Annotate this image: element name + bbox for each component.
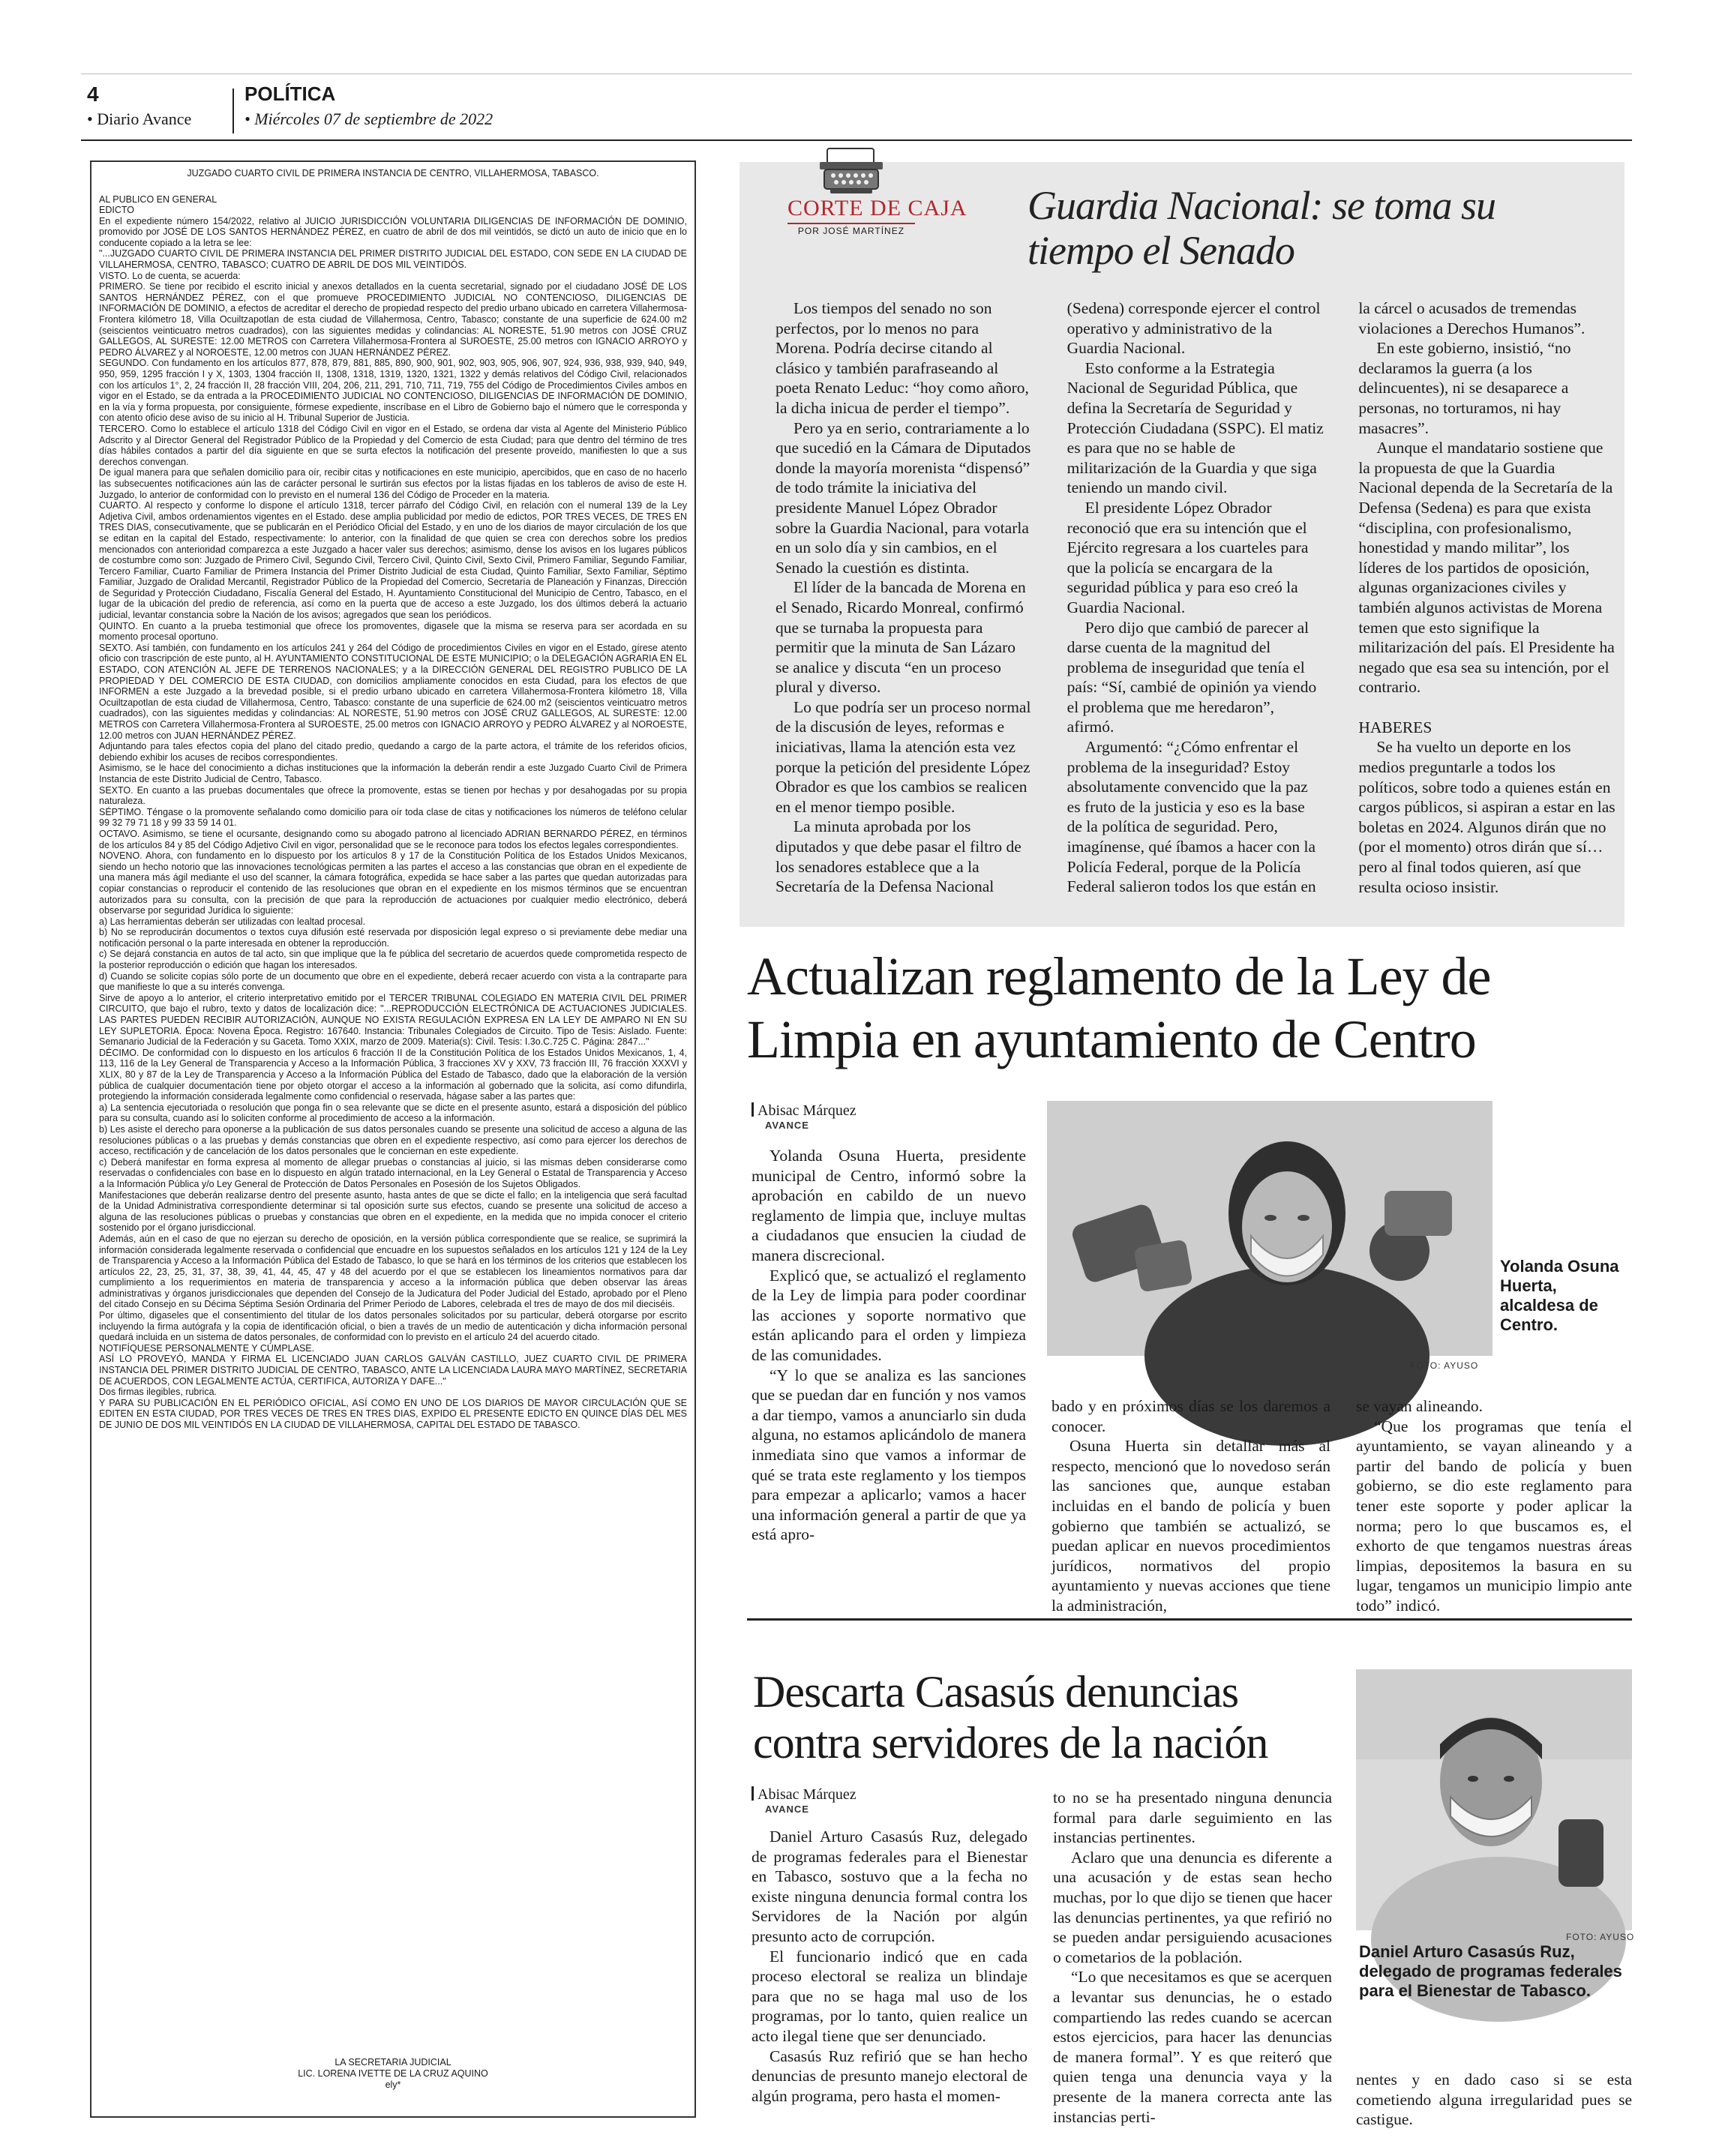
column-paragraph: Pero dijo que cambió de parecer al darse cuenta de la magnitud del problema de inseguridad que tenía el país: “Sí, cambié de opinión ya viendo el problema que me heredaron”, afirmó. (1066, 618, 1317, 736)
legal-paragraph: c) Se dejará constancia en autos de tal acto, sin que implique que la fe pública del secretario de acuerdos quede comprometida respecto de la posterior reproducción o edición que hagan los interesados. (99, 949, 687, 971)
legal-notice-signature (99, 2057, 687, 2091)
legal-paragraph: DÉCIMO. De conformidad con lo dispuesto en los artículos 6 fracción II de la Constitución Política de los Estados Unidos Mexicanos, 1, 4, 113, 116 de la Ley General de Transparencia y Acceso a la Información Pública, 3 fracciones XV y XXV, 73 fracción III, 76 fracción XXXVI y XLIX, 80 y 87 de la Ley de Transparencia y Acceso a la Información Pública del Estado de Tabasco, dado que la elaboración de la versión pública de cualquier documentación tiene por objeto otorgar el acceso a la información al gobernado que la solicita, así como difundirla, protegiendo la información considerada legalmente como confidencial o reservada, hágase saber a las partes que: (99, 1047, 687, 1102)
legal-paragraph: NOVENO. Ahora, con fundamento en lo dispuesto por los artículos 8 y 17 de la Constitución Política de los Estados Unidos Mexicanos, siendo un hecho notorio que las innovaciones tecnológicas permiten a las partes el acceso a las constancias que obran en el expediente de una manera más ágil mediante el uso del scanner, la cámara fotográfica, expedida se hace saber a las partes que quedan autorizadas para copiar constancias o reproducir el contenido de las resoluciones que obran en el expediente en los mismos términos que se encuentran autorizados para su consulta, con la precisión de que para la reproducción de actuaciones por cualquier medio electrónico, deberá observarse por seguridad Jurídica lo siguiente: (99, 850, 687, 916)
byline-bar (752, 1102, 754, 1117)
column-paragraph: Esto conforme a la Estrategia Nacional de Seguridad Pública, que defina la Secretaría de Seguridad y Protección Ciudadana (SSPC). El matiz es para que no se hable de militarización de la Guardia y que siga teniendo un mando civil. (1066, 358, 1324, 497)
legal-paragraph: NOTIFÍQUESE PERSONALMENTE Y CÚMPLASE. (99, 1342, 315, 1354)
article-paragraph: Aclaro que una denuncia es diferente a una acusación y de estas sean hecho muchas, por lo que dijo se tienen que hacer las denuncias pertinentes, ya que refirió no se pueden andar persiguiendo acusaciones o cometarios de la población. (1053, 1848, 1332, 1966)
legal-paragraph: PRIMERO. Se tiene por recibido el escrito inicial y anexos detallados en la cuenta secretarial, signado por el ciudadano JOSÉ DE LOS SANTOS HERNÁNDEZ PÉREZ, con el que promueve PROCEDIMIENTO JUDICIAL NO CONTENCIOSO, DILIGENCIAS DE INFORMACIÓN DE DOMINIO, a efectos de acreditar el derecho de propiedad respecto del predio urbano ubicado en carretera Villahermosa-Frontera kilómetro 18, Villa Ocuiltzapotlan de esta ciudad de Villahermosa, Centro, Tabasco; constante de una superficie de 624.00 m2 (seiscientos veinticuatro metros cuadrados), con las siguientes medidas y colindancias: AL NORESTE, 51.90 metros con JOSÉ CRUZ GALLEGOS, AL SURESTE: 12.00 METROS con Carretera Villahermosa-Frontera al SUROESTE, 25.00 metros con IGNACIO ARROYO y PEDRO ÁLVAREZ y al NOROESTE, 12.00 metros con JUAN HERNÁNDEZ PÉREZ. (99, 281, 687, 358)
legal-paragraph: VISTO. Lo de cuenta, se acuerda: (99, 270, 241, 281)
legal-paragraph: Y PARA SU PUBLICACIÓN EN EL PERIÓDICO OFICIAL, ASÍ COMO EN UNO DE LOS DIARIOS DE MAYOR CIRCULACIÓN QUE SE EDITEN EN ESTA CIUDAD, POR TRES VECES DE TRES EN TRES DIAS, EXPIDO EL PRESENTE EDICTO EN QUINCE DÍAS DEL MES DE JUNIO DE DOS MIL VEINTIDÓS EN LA CIUDAD DE VILLAHERMOSA, CAPITAL DEL ESTADO DE TABASCO. (99, 1397, 687, 1430)
article2-outlet: AVANCE (765, 1804, 809, 1815)
page-number: 4 (87, 82, 99, 106)
continued-paragraph: bado y en próximos días se los daremos a conocer. (1052, 1397, 1330, 1435)
article-paragraph: Daniel Arturo Casasús Ruz, delegado de programas federales para el Bienestar en Tabasco, sostuvo que a la fecha no existe ninguna denuncia formal contra los Servidores de la Nación por algún presunto acto de corrupción. (752, 1828, 1028, 1945)
top-hairline (81, 73, 1632, 74)
signature-name: LIC. LORENA IVETTE DE LA CRUZ AQUINO (298, 2068, 488, 2079)
column-paragraph: El presidente López Obrador reconoció que era su intención que el Ejército regresara a los cuarteles para que la policía se encargara de la seguridad pública y para eso creó la Guardia Nacional. (1066, 498, 1309, 616)
column-headline: Guardia Nacional: se toma su tiempo el Senado (1028, 183, 1496, 273)
article-paragraph: Yolanda Osuna Huerta, presidente municipal de Centro, informó sobre la aprobación en cabildo de un nuevo reglamento de limpia que, incluye multas a ciudadanos que ensucien la ciudad de manera discrecional. (752, 1147, 1026, 1264)
legal-paragraph: b) Les asiste el derecho para oponerse a la publicación de sus datos personales cuando se presente una solicitud de acceso a alguna de las resoluciones públicas o a las pruebas y demás constancias que obren en el expediente respectivo, así como para ejercer los derechos de acceso, rectificación y de cancelación de los datos personales que le conciernan en este expediente. (99, 1123, 687, 1157)
article1-byline (752, 1102, 856, 1131)
column-logo-title: CORTE DE CAJA (788, 196, 915, 224)
column-paragraph: En este gobierno, insistió, “no declaramos la guerra (a los delincuentes), ni se desaparece a personas, no torturamos, ni hay masacres”. (1358, 339, 1571, 437)
legal-paragraph: d) Cuando se solicite copias sólo porte de un documento que obre en el expediente, deberá recaer acuerdo con vista a la contraparte para que manifieste lo que a su interés convenga. (99, 970, 687, 993)
article1-photo-caption: Yolanda Osuna Huerta, alcaldesa de Centro. (1500, 1257, 1619, 1334)
byline-bar (752, 1786, 754, 1801)
signature-role: LA SECRETARIA JUDICIAL (334, 2056, 452, 2068)
article2-column-2 (1053, 1788, 1332, 2126)
article1-column-1 (752, 1146, 1026, 1596)
column-paragraph: Se ha vuelto un deporte en los medios preguntarle a todos los políticos, sobre todo a quienes están en cargos públicos, si aspiran a estar en las boletas en 2024. Algunos dirán que no (por el momento) otros dirán que sí… pero al final todos quieren, así que resulta ocioso insistir. (1358, 738, 1616, 896)
woman-photo-image (1047, 1101, 1492, 1356)
column-logo (788, 144, 968, 236)
legal-paragraph: Además, aún en el caso de que no ejerzan su derecho de oposición, en la versión pública correspondiente que se realice, se suprimirá la información considerada legalmente reservada o confidencial que encuadre en los supuestos señalados en los artículos 121 y 124 de la Ley de Transparencia y Acceso a la Información Pública del Estado de Tabasco, lo que se hará en los términos de los criterios que establecen los artículos 22, 23, 25, 31, 37, 38, 39, 41, 44, 45, 47 y 48 del acuerdo por el que se establecen los lineamientos normativos para dar cumplimiento a los requerimientos en materia de transparencia y acceso a la información pública que deben observar las áreas administrativas y órganos jurisdiccionales que dependen del Consejo de la Judicatura del Poder Judicial del Estado, aprobado por el Pleno del citado Consejo en su Décima Séptima Sesión Ordinaria del Primer Periodo de Labores, celebrada el tres de mayo de dos mil dieciséis. (99, 1233, 687, 1310)
article-paragraph: “Y lo que se analiza es las sanciones que se puedan dar en función y nos vamos a dar tiempo, vamos a anunciarlo sin duda alguna, no estamos aplicándolo de manera inmediata sino que vamos a informar de qué se trata este reglamento y los tiempos para empezar a aplicarlo; vamos a hacer una información general a partir de que ya está apro- (752, 1366, 1026, 1544)
article1-headline: Actualizan reglamento de la Ley de Limpia en ayuntamiento de Centro (747, 946, 1491, 1069)
article1-outlet: AVANCE (765, 1120, 809, 1131)
legal-paragraph: ASÍ LO PROVEYÓ, MANDA Y FIRMA EL LICENCIADO JUAN CARLOS GALVÁN CASTILLO, JUEZ CUARTO CIVIL DE PRIMERA INSTANCIA DEL PRIMER DISTRITO JUDICIAL DE CENTRO, TABASCO, ANTE LA LICENCIADA LAURA MAYO MARTÍNEZ, SECRETARIA DE ACUERDOS, CON LEGALMENTE ACTÚA, CERTIFICA, AUTORIZA Y DAFE..." (99, 1354, 687, 1387)
article2-author: Abisac Márquez (758, 1786, 856, 1803)
column-paragraph: Los tiempos del senado no son perfectos, por lo menos no para Morena. Podría decirse citando al clásico y también parafraseando al poeta Renato Leduc: “hoy como añoro, la dicha inicua de perder el tiempo”. (776, 299, 1029, 417)
article-divider (747, 1618, 1632, 1621)
article2-headline: Descarta Casasús denuncias contra servidores de la nación (753, 1667, 1268, 1768)
column-paragraph: Pero ya en serio, contrariamente a lo que sucedió en la Cámara de Diputados donde la mayoría morenista “dispensó” de todo trámite la iniciativa del presidente Manuel López Obrador sobre la Guardia Nacional, para votarla en un solo día y sin cambios, en el Senado la cuestión es distinta. (776, 418, 1031, 577)
legal-notice-title: JUZGADO CUARTO CIVIL DE PRIMERA INSTANCIA DE CENTRO, VILLAHERMOSA, TABASCO. (187, 168, 599, 178)
article-paragraph: El funcionario indicó que en cada proceso electoral se realiza un blindaje para que no se haga mal uso de los programas, por lo tanto, quien realice un acto ilegal tiene que ser denunciado. (752, 1947, 1028, 2045)
legal-paragraph: a) Las herramientas deberán ser utilizadas con lealtad procesal. (99, 916, 366, 927)
header-divider (232, 88, 234, 133)
article-paragraph: Explicó que, se actualizó el reglamento de la Ley de limpia para poder coordinar las acciones y soporte normativo que están aplicando para el orden y limpieza de las comunidades. (752, 1266, 1026, 1364)
continued-paragraph: to no se ha presentado ninguna denuncia formal para darle seguimiento en las instancias pertinentes. (1053, 1789, 1332, 1847)
article2-photo-caption: Daniel Arturo Casasús Ruz, delegado de programas federales para el Bienestar de Tabasco. (1359, 1942, 1622, 2000)
legal-paragraph: Sirve de apoyo a lo anterior, el criterio interpretativo emitido por el TERCER TRIBUNAL COLEGIADO EN MATERIA CIVIL DEL PRIMER CIRCUITO, que bajo el rubro, texto y datos de localización dice: "...REPRODUCCIÓN ELECTRÓNICA DE ACTUACIONES JUDICIALES. LAS PARTES PUEDEN RECIBIR AUTORIZACIÓN, AUNQUE NO EXISTA REGULACIÓN EXPRESA EN LA LEY DE AMPARO NI EN SU LEY SUPLETORIA. Época: Novena Época. Registro: 167640. Instancia: Tribunales Colegiados de Circuito. Tipo de Tesis: Aislado. Fuente: Semanario Judicial de la Federación y su Gaceta. Tomo XXIX, marzo de 2009. Materia(s): Civil. Tesis: I.3o.C.725 C. Página: 2847..." (99, 992, 687, 1048)
man-photo-image (1356, 1669, 1632, 1930)
section-title: POLÍTICA (244, 82, 336, 105)
legal-paragraph: c) Deberá manifestar en forma expresa al momento de allegar pruebas o constancias al juicio, si las mismas deben considerarse como reservadas o confidenciales con base en lo dispuesto en algún tratado internacional, en la Ley General o Estatal de Transparencia y Acceso a la Información Pública y/o Ley General de Protección de Datos Personales en Posesión de los Sujetos Obligados. (99, 1156, 687, 1189)
legal-notice-body (99, 194, 687, 2047)
legal-paragraph: AL PUBLICO EN GENERAL (99, 193, 218, 205)
column-paragraph: Aunque el mandatario sostiene que la propuesta de que la Guardia Nacional dependa de la Secretaría de la Defensa (Sedena) es para que exista “disciplina, con profesionalismo, honestidad y mando militar”, los líderes de los partidos de oposición, algunas organizaciones civiles y también algunos activistas de Morena temen que esto signifique la militarización del país. El Presidente ha negado que esa sea su intención, por el contrario. (1358, 439, 1615, 697)
legal-notice (90, 160, 696, 2118)
legal-paragraph: EDICTO (99, 205, 134, 216)
legal-paragraph: Por último, digaseles que el consentimiento del titular de los datos personales solicitados por su particular, deberá otorgarse por escrito incluyendo la firma autógrafa y la copia de identificación oficial, o bien a través de un medio de autenticación y dicha información personal quedará incluida en un sistema de datos personales, de conformidad con lo previsto en el artículo 24 del acuerdo citado. (99, 1310, 687, 1343)
legal-paragraph: Manifestaciones que deberán realizarse dentro del presente asunto, hasta antes de que se dicte el fallo; en la inteligencia que será facultad de la Unidad Administrativa correspondiente determinar si tal oposición surte sus efectos, cuando se presente una solicitud de acceso a alguna de las resoluciones públicas o pruebas y constancias que obren en el expediente, en la medida que no impida conocer el criterio sostenido por el órgano jurisdiccional. (99, 1189, 687, 1234)
column-paragraph: La minuta aprobada por los diputados y que debe pasar el filtro de los senadores establece que a la Secretaría de la Defensa Nacional (Sedena) corresponde ejercer el control operativo y administrativo de la Guardia Nacional. (776, 299, 1321, 896)
article1-photo-credit: FOTO: AYUSO (1410, 1360, 1479, 1371)
article2-photo-credit: FOTO: AYUSO (1566, 1932, 1635, 1942)
legal-paragraph: De igual manera para que señalen domicilio para oír, recibir citas y notificaciones en este municipio, apercibidos, que en caso de no hacerlo las subsecuentes notificaciones aún las de carácter personal le surtirán sus efectos por la listas fijadas en los tableros de aviso de este H. Juzgado, lo anterior de conformidad con lo previsto en el numeral 136 del Código de Proceder en la materia. (99, 467, 687, 500)
column-body (776, 298, 1616, 913)
article1-author: Abisac Márquez (758, 1102, 856, 1119)
article-paragraph: “Lo que necesitamos es que se acerquen a levantar sus denuncias, he o estado compartiendo las redes cuando se acercan estos ejercicios, para hacer las denuncias de manera formal”. Y es que reiteró que quien tenga una denuncia vaya y la presente de la manera correcta ante las instancias perti- (1053, 1968, 1332, 2126)
brand-name: • Diario Avance (87, 109, 192, 128)
legal-paragraph: TERCERO. Como lo establece el artículo 1318 del Código Civil en vigor en el Estado, se ordena dar vista al Agente del Ministerio Público Adscrito y al Director General del Registrador Público de la Propiedad y del Comercio de esta Ciudad; para que dentro del término de tres días hábiles contados a partir del día siguiente en que se surta efectos la notificación del presente proveído, manifiesten lo que a sus derechos convengan. (99, 423, 687, 467)
article2-column-1 (752, 1827, 1028, 2119)
legal-paragraph: SEXTO. Así también, con fundamento en los artículos 241 y 264 del Código de procedimientos Civiles en vigor en el Estado, gírese atento oficio con trascripción de este punto, al H. AYUNTAMIENTO CONSTITUCIONAL DE ESTE MUNICIPIO; o la DELEGACIÓN AGRARIA EN EL ESTADO, CON ATENCIÓN AL JEFE DE TERRENOS NACIONALES; y a la DIRECCIÓN GENERAL DEL REGISTRO PUBLICO DE LA PROPIEDAD Y DEL COMERCIO DE ESTA CIUDAD, con domicilios ampliamente conocidos en esta Ciudad, para los efectos de que INFORMEN a este Juzgado a la brevedad posible, si el predio urbano ubicado en carretera Villahermosa-Frontera kilómetro 18, Villa Ocuiltzapotlan de esta ciudad de Villahermosa, Centro, Tabasco: constante de una superficie de 624.00 m2 (seiscientos veinticuatro metros cuadrados), con las siguientes medidas y colindancias: AL NORESTE, 51.90 metros con JOSÉ CRUZ GALLEGOS, AL SURESTE: 12.00 METROS con Carretera Villahermosa-Frontera al SUROESTE, 25.00 metros con IGNACIO ARROYO y PEDRO ÁLVAREZ y al NOROESTE, 12.00 metros con JUAN HERNÁNDEZ PÉREZ. (99, 642, 687, 741)
legal-paragraph: a) La sentencia ejecutoriada o resolución que ponga fin o sea relevante que se dicte en el presente asunto, estará a disposición del público para su consulta, cuando así lo soliciten conforme al procedimiento de acceso a la información. (99, 1102, 687, 1124)
legal-paragraph: CUARTO. Al respecto y conforme lo dispone el artículo 1318, tercer párrafo del Código Civil, en relación con el numeral 139 de la Ley Adjetiva Civil, ambos ordenamientos vigentes en el Estado. dese amplia publicidad por medio de edictos, POR TRES VECES, DE TRES EN TRES DIAS, consecutivamente, que se publicarán en el Periódico Oficial del Estado, y en uno de los diarios de mayor circulación de los que se editan en la capital del Estado, respectivamente: lo anterior, con la finalidad de que quien se crea con derechos sobre los predios mencionados con anterioridad comparezca a este Juzgado a hacer valer sus derechos; asimismo, dense los avisos en los lugares públicos de costumbre como son: Juzgado de Primero Civil, Segundo Civil, Tercero Civil, Quinto Civil, Sexto Civil, Primero Familiar, Segundo Familiar, Tercero Familiar, Cuarto Familiar de Primera Instancia del Primer Distrito Judicial de esta Ciudad, Quinto Familiar, Sexto Familiar, Séptimo Familiar, Juzgado de Oralidad Mercantil, Registrador Público de la Propiedad del Comercio, Secretaría de Planeación y Finanzas, Dirección de Seguridad y Protección Ciudadano, Fiscalía General del Estado, H. Ayuntamiento Constitucional del Municipio de Centro, Tabasco, en el lugar de la ubicación del predio de referencia, así como en la puerta que de acceso a este Juzgado, los dos últimos deberá la actuario judicial, levantar constancia sobre la Nación de los avisos; agregados que sean los periódicos. (99, 500, 687, 621)
article-paragraph: “Que los programas que tenía el ayuntamiento, se vayan alineando y a partir del bando de policía y buen gobierno, se dio este reglamento para tener este soporte y poder aplicar la norma; pero lo que buscamos es, el exhorto de que tengamos nuestras áreas limpias, depositemos la basura en su lugar, tengamos un municipio limpio ante todo” indicó. (1356, 1417, 1632, 1615)
column-paragraph: Lo que podría ser un proceso normal de la discusión de leyes, reformas e iniciativas, llama la atención esta vez porque la petición del presidente López Obrador es que los cambios se realicen en el menor tiempo posible. (776, 697, 1031, 816)
legal-paragraph: SEGUNDO. Con fundamento en los artículos 877, 878, 879, 881, 885, 890, 900, 901, 902, 903, 905, 906, 907, 924, 936, 938, 939, 940, 949, 950, 959, 1295 fracción I y X, 1303, 1304 fracción II, 1308, 1318, 1319, 1320, 1321, 1322 y demás relativos del Código Civil, relacionados con los artículos 1°, 2, 24 fracción II, 28 fracción VIII, 204, 206, 211, 291, 710, 711, 719, 755 del Código de Procedimientos Civiles ambos en vigor en el Estado, se da entrada a la PROCEDIMIENTO JUDICIAL NO CONTENCIOSO, DILIGENCIAS DE INFORMACIÓN DE DOMINIO, en la vía y forma propuesta, por consiguiente, fórmese expediente, inscríbase en el Libro de Gobierno bajo el número que le corresponda y con atento oficio dese aviso de su inicio al H. Tribunal Superior de Justicia. (99, 358, 687, 424)
continued-paragraph: nentes y en dado caso si se esta cometiendo alguna irregularidad pues se castigue. (1356, 2071, 1632, 2129)
column-paragraph: Argumentó: “¿Cómo enfrentar el problema de la inseguridad? Estoy absolutamente convencido que la paz es fruto de la justicia y eso es la base de la política de seguridad. Pero, imagínense, qué íbamos a hacer con la Policía Federal, porque de la Policía Federal salieron todos los que están en la cárcel o acusados de tremendas violaciones a Derechos Humanos”. (1066, 299, 1586, 896)
legal-paragraph: "...JUZGADO CUARTO CIVIL DE PRIMERA INSTANCIA DEL PRIMER DISTRITO JUDICIAL DEL ESTADO, CON SEDE EN LA CIUDAD DE VILLAHERMOSA, CENTRO, TABASCO; CUATRO DE ABRIL DE DOS MIL VEINTIDÓS. (99, 248, 687, 271)
legal-paragraph: Dos firmas ilegibles, rubrica. (99, 1387, 217, 1398)
article1-column-3 (1356, 1396, 1632, 1615)
legal-paragraph: b) No se reproducirán documentos o textos cuya difusión esté reservada por disposición legal expreso o si previamente debe mediar una notificación personal o la parte interesada en obtener la reproducción. (99, 927, 687, 949)
column-subhead: HABERES (1358, 718, 1432, 736)
article1-column-2 (1052, 1396, 1330, 1615)
typewriter-icon (817, 144, 886, 196)
article2-byline (752, 1786, 856, 1815)
legal-paragraph: OCTAVO. Asimismo, se tiene el ocursante, designando como su abogado patrono al licenciado ADRIAN BERNARDO PÉREZ, en términos de los artículos 84 y 85 del Código Adjetivo Civil en vigor, personalidad que se le reconoce para todos los efectos legales correspondientes. (99, 828, 687, 850)
column-paragraph: El líder de la bancada de Morena en el Senado, Ricardo Monreal, confirmó que se turnaba la propuesta para permitir que la minuta de San Lázaro se analice y discuta “en un proceso plural y diverso. (776, 578, 1026, 697)
legal-paragraph: En el expediente número 154/2022, relativo al JUICIO JURISDICCIÓN VOLUNTARIA DILIGENCIAS DE INFORMACIÓN DE DOMINIO, promovido por JOSÉ DE LOS SANTOS HERNÁNDEZ PÉREZ, en cuatro de abril de dos mil veintidós, se dictó un auto de inicio que en lo conducente copiado a la letra se lee: (99, 215, 687, 248)
article-paragraph: Casasús Ruz refirió que se han hecho denuncias de presunto manejo electoral de algún programa, pero hasta el momen- (752, 2047, 1028, 2105)
signature-note: ely* (385, 2079, 401, 2090)
legal-paragraph: SÉPTIMO. Téngase o la promovente señalando como domicilio para oír toda clase de citas y notificaciones los números de teléfono celular 99 32 79 71 18 y 99 33 59 14 01. (99, 806, 687, 829)
article1-photo (1047, 1101, 1492, 1356)
column-author: POR JOSÉ MARTÍNEZ (797, 226, 905, 236)
header-rule (81, 139, 1632, 141)
article2-photo (1356, 1669, 1632, 1930)
article-paragraph: Osuna Huerta sin detallar más al respecto, mencionó que lo novedoso serán las sanciones que, aunque estaban incluidas en el bando de policía y buen gobierno que también se actualizó, se puedan aplicar en nuevos procedimientos jurídicos, normativos del propio ayuntamiento y nuevas acciones que tiene la administración, (1052, 1437, 1330, 1615)
continued-paragraph: se vayan alineando. (1356, 1397, 1483, 1415)
legal-paragraph: SEXTO. En cuanto a las pruebas documentales que ofrece la promovente, estas se tienen por hechas y por desahogadas por su propia naturaleza. (99, 784, 687, 807)
legal-paragraph: Asimismo, se le hace del conocimiento a dichas instituciones que la información la deberán rendir a este Juzgado Cuarto Civil de Primera Instancia de este Distrito Judicial de Centro, Tabasco. (99, 763, 687, 784)
article2-column-3 (1356, 2070, 1632, 2129)
legal-paragraph: Adjuntando para tales efectos copia del plano del citado predio, quedando a cargo de la parte actora, el trámite de los referidos oficios, debiendo exhibir los acuses de recibos correspondientes. (99, 741, 687, 763)
issue-date: • Miércoles 07 de septiembre de 2022 (244, 109, 494, 128)
legal-paragraph: QUINTO. En cuanto a la prueba testimonial que ofrece los promoventes, digasele que la misma se reserva para ser acordada en su momento procesal oportuno. (99, 620, 687, 643)
